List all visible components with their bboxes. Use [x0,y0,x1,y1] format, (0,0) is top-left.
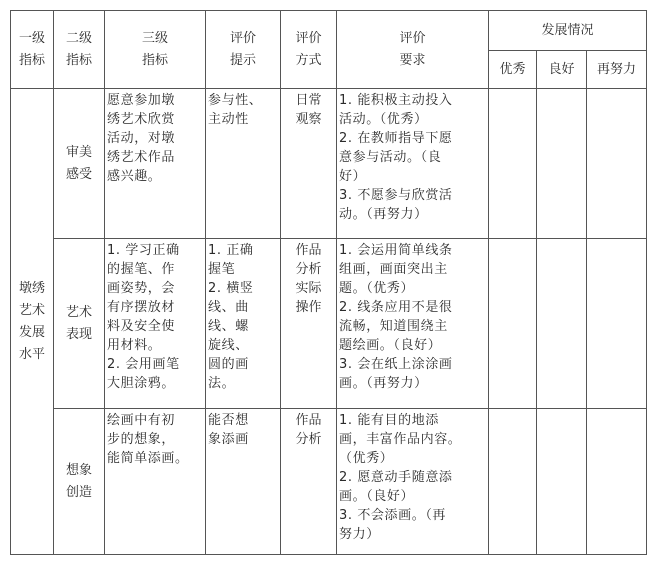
header-effort: 再努力 [587,51,647,89]
effort-cell[interactable] [587,89,647,239]
method-cell: 日常 观察 [281,89,337,239]
hint-cell: 参与性、 主动性 [206,89,281,239]
excellent-cell[interactable] [489,89,537,239]
requirement-cell: 1. 会运用简单线条 组画，画面突出主 题。（优秀） 2. 线条应用不是很 流畅，知道围绕主 题绘画。（良好） 3. 会在纸上涂涂画 画。（再努力） [337,239,489,409]
good-cell[interactable] [537,409,587,555]
method-cell: 作品 分析 实际 操作 [281,239,337,409]
header-good: 良好 [537,51,587,89]
evaluation-table [10,10,647,555]
level3-cell: 绘画中有初 步的想象， 能简单添画。 [105,409,206,555]
table-row [11,409,647,555]
header-level1: 一级 指标 [11,11,54,89]
excellent-cell[interactable] [489,409,537,555]
requirement-cell: 1. 能有目的地添 画，丰富作品内容。 （优秀） 2. 愿意动手随意添 画。（良好） 3. 不会添画。（再 努力） [337,409,489,555]
requirement-cell: 1. 能积极主动投入 活动。（优秀） 2. 在教师指导下愿 意参与活动。（良 好） 3. 不愿参与欣赏活 动。（再努力） [337,89,489,239]
header-method: 评价 方式 [281,11,337,89]
header-row-top [11,11,647,51]
table-row [11,89,647,239]
effort-cell[interactable] [587,409,647,555]
header-requirement: 评价 要求 [337,11,489,89]
level3-cell: 1. 学习正确 的握笔、作 画姿势，会 有序摆放材 料及安全使 用材料。 2. 会用画笔 大胆涂鸦。 [105,239,206,409]
effort-cell[interactable] [587,239,647,409]
method-cell: 作品 分析 [281,409,337,555]
hint-cell: 1. 正确 握笔 2. 横竖 线、曲 线、螺 旋线、 圆的画 法。 [206,239,281,409]
header-level3: 三级 指标 [105,11,206,89]
table-row [11,239,647,409]
good-cell[interactable] [537,89,587,239]
header-hint: 评价 提示 [206,11,281,89]
level2-cell: 艺术 表现 [54,239,105,409]
header-excellent: 优秀 [489,51,537,89]
hint-cell: 能否想 象添画 [206,409,281,555]
header-level2: 二级 指标 [54,11,105,89]
header-development: 发展情况 [489,11,647,51]
good-cell[interactable] [537,239,587,409]
level1-label: 墩绣 艺术 发展 水平 [11,89,54,555]
level3-cell: 愿意参加墩 绣艺术欣赏 活动，对墩 绣艺术作品 感兴趣。 [105,89,206,239]
level2-cell: 审美 感受 [54,89,105,239]
level2-cell: 想象 创造 [54,409,105,555]
excellent-cell[interactable] [489,239,537,409]
